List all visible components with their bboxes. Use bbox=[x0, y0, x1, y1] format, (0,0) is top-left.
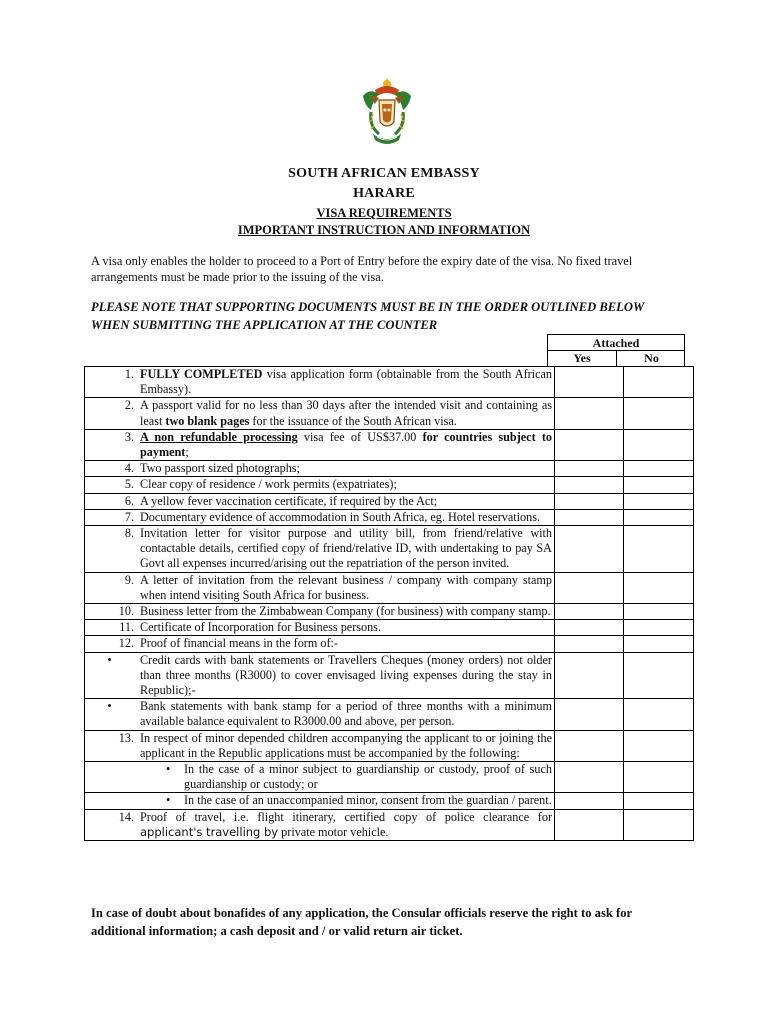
bullet-icon: • bbox=[85, 699, 139, 730]
table-row bbox=[85, 429, 694, 460]
no-checkbox-cell[interactable] bbox=[624, 620, 694, 636]
yes-checkbox-cell[interactable] bbox=[555, 604, 624, 620]
item-text: A non refundable processing visa fee of US$37.00 for countries subject to payment; bbox=[138, 429, 555, 460]
item-number: 5. bbox=[85, 477, 139, 493]
bullet-icon: • bbox=[85, 652, 139, 699]
table-row bbox=[85, 572, 694, 603]
table-row bbox=[85, 636, 694, 652]
order-notice: PLEASE NOTE THAT SUPPORTING DOCUMENTS MUST BE IN THE ORDER OUTLINED BELOW WHEN SUBMITTING THE APPLICATION AT THE COUNTER bbox=[91, 300, 644, 332]
yes-checkbox-cell[interactable] bbox=[555, 730, 624, 761]
item-text: Two passport sized photographs; bbox=[138, 461, 555, 477]
item-text: Proof of financial means in the form of:- bbox=[138, 636, 555, 652]
no-checkbox-cell[interactable] bbox=[624, 636, 694, 652]
item-number: 11. bbox=[85, 620, 139, 636]
intro-paragraph: A visa only enables the holder to proceed to a Port of Entry before the expiry date of the visa. No fixed travel arrangements must be made prior to the issuing of the visa. bbox=[91, 254, 633, 284]
item-number: 4. bbox=[85, 461, 139, 477]
no-checkbox-cell[interactable] bbox=[624, 793, 694, 809]
item-text: FULLY COMPLETED visa application form (obtainable from the South African Embassy). bbox=[138, 367, 555, 398]
no-checkbox-cell[interactable] bbox=[624, 652, 694, 699]
item-text: • In the case of an unaccompanied minor, consent from the guardian / parent. bbox=[138, 793, 555, 809]
item-number: 10. bbox=[85, 604, 139, 620]
requirements-table bbox=[84, 366, 694, 841]
bullet-icon: • bbox=[166, 762, 171, 777]
table-row bbox=[85, 604, 694, 620]
yes-checkbox-cell[interactable] bbox=[555, 572, 624, 603]
item-number: 7. bbox=[85, 509, 139, 525]
table-row bbox=[85, 509, 694, 525]
item-number: 1. bbox=[85, 367, 139, 398]
item-number: 9. bbox=[85, 572, 139, 603]
item-text: Clear copy of residence / work permits (expatriates); bbox=[138, 477, 555, 493]
table-row bbox=[85, 526, 694, 573]
table-row bbox=[85, 398, 694, 429]
coat-of-arms-logo bbox=[357, 74, 417, 154]
embassy-title: SOUTH AFRICAN EMBASSY bbox=[288, 166, 480, 181]
item-text: A letter of invitation from the relevant business / company with company stamp when intend visiting South Africa for business. bbox=[138, 572, 555, 603]
no-checkbox-cell[interactable] bbox=[624, 730, 694, 761]
item-text: Proof of travel, i.e. flight itinerary, certified copy of police clearance for applicant's travelling by private motor vehicle. bbox=[138, 809, 555, 840]
yes-checkbox-cell[interactable] bbox=[555, 461, 624, 477]
yes-checkbox-cell[interactable] bbox=[555, 526, 624, 573]
yes-checkbox-cell[interactable] bbox=[555, 398, 624, 429]
yes-checkbox-cell[interactable] bbox=[555, 699, 624, 730]
yes-checkbox-cell[interactable] bbox=[555, 367, 624, 398]
no-checkbox-cell[interactable] bbox=[624, 572, 694, 603]
item-text: A yellow fever vaccination certificate, if required by the Act; bbox=[138, 493, 555, 509]
item-text: • In the case of a minor subject to guardianship or custody, proof of such guardianship or custody; or bbox=[138, 762, 555, 793]
yes-checkbox-cell[interactable] bbox=[555, 477, 624, 493]
city-title: HARARE bbox=[353, 186, 415, 201]
table-row bbox=[85, 793, 694, 809]
table-row bbox=[85, 699, 694, 730]
item-text: Bank statements with bank stamp for a period of three months with a minimum available balance equivalent to R3000.00 and above, per person. bbox=[138, 699, 555, 730]
attached-label: Attached bbox=[592, 336, 640, 350]
visa-requirements-heading: VISA REQUIREMENTS bbox=[316, 206, 452, 220]
item-number: 14. bbox=[85, 809, 139, 840]
item-text: A passport valid for no less than 30 days after the intended visit and containing as least two blank pages for the issuance of the South African visa. bbox=[138, 398, 555, 429]
no-checkbox-cell[interactable] bbox=[624, 477, 694, 493]
no-checkbox-cell[interactable] bbox=[624, 762, 694, 793]
table-row bbox=[85, 461, 694, 477]
table-row bbox=[85, 762, 694, 793]
item-number: 3. bbox=[85, 429, 139, 460]
table-row bbox=[85, 367, 694, 398]
item-text: In respect of minor depended children accompanying the applicant to or joining the applicant in the Republic applications must be accompanied by the following: bbox=[138, 730, 555, 761]
no-checkbox-cell[interactable] bbox=[624, 809, 694, 840]
instructions-heading: IMPORTANT INSTRUCTION AND INFORMATION bbox=[237, 223, 531, 237]
item-number: 12. bbox=[85, 636, 139, 652]
no-checkbox-cell[interactable] bbox=[624, 461, 694, 477]
no-checkbox-cell[interactable] bbox=[624, 604, 694, 620]
no-checkbox-cell[interactable] bbox=[624, 526, 694, 573]
no-checkbox-cell[interactable] bbox=[624, 699, 694, 730]
no-checkbox-cell[interactable] bbox=[624, 493, 694, 509]
item-text: Invitation letter for visitor purpose and utility bill, from friend/relative with contactable details, certified copy of friend/relative ID, with undertaking to pay SA Govt all expenses incurred/arising out the repatriation of the person invited. bbox=[138, 526, 555, 573]
no-checkbox-cell[interactable] bbox=[624, 398, 694, 429]
yes-checkbox-cell[interactable] bbox=[555, 620, 624, 636]
table-row bbox=[85, 652, 694, 699]
item-text: Certificate of Incorporation for Business persons. bbox=[138, 620, 555, 636]
item-number: 2. bbox=[85, 398, 139, 429]
item-number: 8. bbox=[85, 526, 139, 573]
no-checkbox-cell[interactable] bbox=[624, 367, 694, 398]
attached-header bbox=[547, 334, 685, 366]
table-row bbox=[85, 809, 694, 840]
no-checkbox-cell[interactable] bbox=[624, 509, 694, 525]
item-number: 13. bbox=[85, 730, 139, 761]
yes-checkbox-cell[interactable] bbox=[555, 429, 624, 460]
item-number: 6. bbox=[85, 493, 139, 509]
yes-checkbox-cell[interactable] bbox=[555, 762, 624, 793]
table-row bbox=[85, 477, 694, 493]
table-row bbox=[85, 730, 694, 761]
table-row bbox=[85, 620, 694, 636]
footer-note: In case of doubt about bonafides of any application, the Consular officials reserve the right to ask for additional information; a cash deposit and / or valid return air ticket. bbox=[91, 906, 632, 938]
no-column-header: No bbox=[644, 351, 659, 365]
yes-checkbox-cell[interactable] bbox=[555, 809, 624, 840]
item-text: Credit cards with bank statements or Travellers Cheques (money orders) not older than three months (R3000) to cover envisaged living expenses during the stay in Republic);- bbox=[138, 652, 555, 699]
yes-checkbox-cell[interactable] bbox=[555, 793, 624, 809]
item-text: Business letter from the Zimbabwean Company (for business) with company stamp. bbox=[138, 604, 555, 620]
yes-checkbox-cell[interactable] bbox=[555, 509, 624, 525]
yes-checkbox-cell[interactable] bbox=[555, 652, 624, 699]
yes-checkbox-cell[interactable] bbox=[555, 493, 624, 509]
yes-checkbox-cell[interactable] bbox=[555, 636, 624, 652]
table-row bbox=[85, 493, 694, 509]
yes-column-header: Yes bbox=[573, 351, 591, 365]
bullet-icon: • bbox=[166, 793, 171, 808]
no-checkbox-cell[interactable] bbox=[624, 429, 694, 460]
item-text: Documentary evidence of accommodation in South Africa, eg. Hotel reservations. bbox=[138, 509, 555, 525]
